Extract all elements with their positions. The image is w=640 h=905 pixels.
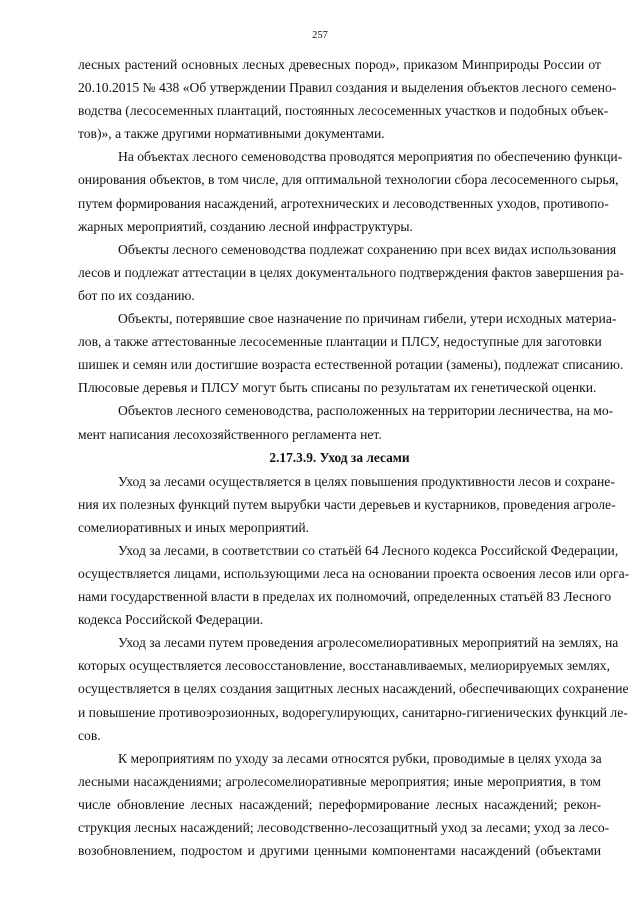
- text-line: лесными насаждениями; агролесомелиоративные мероприятия; иные мероприятия, в том: [78, 773, 601, 789]
- text-line: которых осуществляется лесовосстановление, восстанавливаемых, мелиорируемых землях,: [78, 658, 610, 674]
- text-line: мент написания лесохозяйственного регламента нет.: [78, 426, 382, 442]
- text-line: лов, а также аттестованные лесосеменные плантации и ПЛСУ, недоступные для заготовки: [78, 334, 602, 350]
- text-line: возобновлением, подростом и другими ценными компонентами насаждений (объектами: [78, 843, 601, 859]
- text-line: осуществляется лицами, использующими леса на основании проекта освоения лесов или орга-: [78, 565, 630, 581]
- text-line: Объекты лесного семеноводства подлежат сохранению при всех видах использования: [118, 241, 617, 257]
- paragraph: [78, 53, 617, 145]
- text-line: жарных мероприятий, созданию лесной инфраструктуры.: [78, 218, 413, 234]
- section-heading: 2.17.3.9. Уход за лесами: [269, 449, 410, 465]
- text-line: шишек и семян или достигшие возраста естественной ротации (замены), подлежат списанию.: [78, 357, 624, 373]
- paragraph: [78, 539, 630, 631]
- text-line: нами государственной власти в пределах их полномочий, определенных статьёй 83 Лесного: [78, 589, 612, 605]
- text-line: водства (лесосеменных плантаций, постоянных лесосеменных участков и подобных объек-: [78, 103, 609, 119]
- text-block-after-heading: [78, 470, 630, 863]
- text-line: лесных растений основных лесных древесных пород», приказом Минприроды России от: [78, 57, 601, 72]
- paragraph: [78, 145, 623, 237]
- document-body: [78, 53, 630, 862]
- text-line: К мероприятиям по уходу за лесами относятся рубки, проводимые в целях ухода за: [118, 750, 602, 766]
- text-line: 20.10.2015 № 438 «Об утверждении Правил создания и выделения объектов лесного семено-: [78, 80, 617, 96]
- paragraph: [78, 399, 614, 445]
- text-line: онирования объектов, в том числе, для оптимальной технологии сбора лесосеменного сырья,: [78, 172, 619, 188]
- text-line: сов.: [78, 727, 101, 743]
- text-line: Уход за лесами осуществляется в целях повышения продуктивности лесов и сохране-: [118, 473, 615, 489]
- text-line: кодекса Российской Федерации.: [78, 612, 264, 628]
- paragraph: [78, 747, 610, 862]
- text-line: путем формирования насаждений, агротехнических и лесоводственных уходов, противопо-: [78, 195, 609, 211]
- text-line: и повышение противоэрозионных, водорегулирующих, санитарно-гигиенических функций ле-: [78, 704, 628, 720]
- text-line: осуществляется в целях создания защитных лесных насаждений, обеспечивающих сохранение: [78, 681, 629, 697]
- page-number: 257: [312, 30, 328, 41]
- text-line: бот по их созданию.: [78, 287, 195, 303]
- text-line: Уход за лесами, в соответствии со статьёй 64 Лесного кодекса Российской Федерации,: [118, 542, 619, 558]
- text-line: струкция лесных насаждений; лесоводственно-лесозащитный уход за лесами; уход за лесо-: [78, 820, 610, 835]
- paragraph: [78, 470, 616, 539]
- text-block-before-heading: [78, 53, 624, 446]
- text-line: Объекты, потерявшие свое назначение по причинам гибели, утери исходных материа-: [118, 311, 617, 327]
- paragraph: [78, 631, 629, 746]
- text-line: Объектов лесного семеноводства, расположенных на территории лесничества, на мо-: [118, 403, 614, 419]
- text-line: числе обновление лесных насаждений; переформирование лесных насаждений; рекон-: [78, 796, 601, 812]
- text-line: Уход за лесами путем проведения агролесомелиоративных мероприятий на землях, на: [118, 635, 619, 651]
- paragraph: [78, 307, 624, 399]
- text-line: ния их полезных функций путем вырубки части деревьев и кустарников, проведения агроле-: [78, 496, 616, 512]
- text-line: сомелиоративных и иных мероприятий.: [78, 519, 310, 535]
- text-line: На объектах лесного семеноводства проводятся мероприятия по обеспечению функци-: [118, 149, 623, 165]
- text-line: Плюсовые деревья и ПЛСУ могут быть списаны по результатам их генетической оценки.: [78, 380, 597, 396]
- paragraph: [78, 238, 624, 307]
- text-line: лесов и подлежат аттестации в целях документального подтверждения фактов завершения ра-: [78, 264, 624, 280]
- text-line: тов)», а также другими нормативными документами.: [78, 126, 385, 142]
